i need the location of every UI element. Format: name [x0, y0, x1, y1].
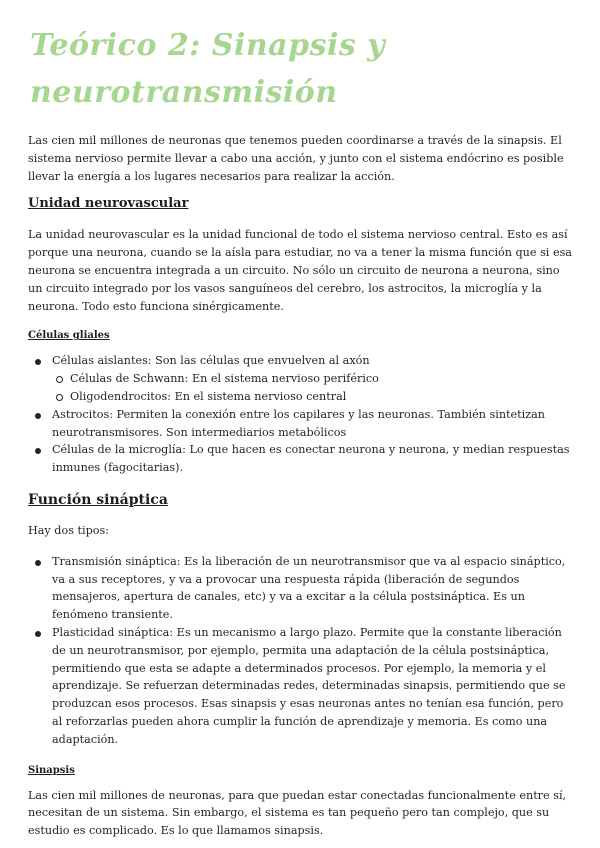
bullet-icon: [35, 631, 41, 637]
hollow-bullet-icon: [56, 376, 63, 383]
heading-unidad-neurovascular: Unidad neurovascular: [28, 196, 189, 212]
hollow-bullet-icon: [56, 394, 63, 401]
bullet-icon: [35, 359, 41, 365]
funcion-intro: Hay dos tipos:: [28, 523, 109, 537]
document-page: [28, 22, 573, 840]
sinapsis-paragraph: Las cien mil millones de neuronas, para que puedan estar conectadas funcionalmente entre sí, necesitan de un sistema. Sin embargo, el sistema es tan pequeño pero tan complejo, que su estudio es complicado. Es lo que llamamos sinapsis.: [28, 788, 567, 838]
intro-paragraph: Las cien mil millones de neuronas que tenemos pueden coordinarse a través de la sinapsis. El sistema nervioso permite llevar a cabo una acción, y junto con el sistema endócrino es posible llevar la energía a los lugares necesarios para realizar la acción.: [28, 134, 564, 183]
heading-sinapsis: Sinapsis: [28, 764, 75, 776]
unidad-paragraph: La unidad neurovascular es la unidad funcional de todo el sistema nervioso central. Esto es así porque una neurona, cuando se la aísla para estudiar, no va a tener la misma función que si esa neurona se encuentra integrada a un circuito. No sólo un circuito de neurona a neurona, sino un circuito integrado por los vasos sanguíneos del cerebro, los astrocitos, la microglía y la neurona. Todo esto funciona sinérgicamente.: [28, 228, 572, 313]
heading-celulas-gliales: Células gliales: [28, 330, 110, 342]
list-item: Transmisión sináptica: Es la liberación de un neurotransmisor que va al espacio sináptico, va a sus receptores, y va a provocar una respuesta rápida (liberación de segundos mensajeros, apertura de canales, etc) y va a excitar a la célula postsináptica. Es un fenómeno transiente.: [28, 553, 573, 624]
bullet-icon: [35, 413, 41, 419]
bullet-icon: [35, 448, 41, 454]
list-item: Plasticidad sináptica: Es un mecanismo a largo plazo. Permite que la constante liberación de un neurotransmisor, por ejemplo, permita una adaptación de la célula postsináptica, permitiendo que esta se adapte a determinados procesos. Por ejemplo, la memoria y el aprendizaje. Se refuerzan determinadas redes, determinadas sinapsis, permitiendo que se produzcan esos procesos. Esas sinapsis y esas neuronas antes no tenían esa función, pero al reforzarlas pueden ahora cumplir la función de aprendizaje y memoria. Es como una adaptación.: [28, 624, 573, 749]
list-item: Oligodendrocitos: En el sistema nervioso central: [28, 388, 573, 406]
funcion-list: [28, 553, 573, 749]
bullet-icon: [35, 560, 41, 566]
page-title: Teórico 2: Sinapsis y neurotransmisión: [30, 28, 386, 110]
list-item: Astrocitos: Permiten la conexión entre los capilares y las neuronas. También sintetizan neurotransmisores. Son intermediarios metabólicos: [28, 406, 573, 442]
gliales-list: [28, 352, 573, 477]
list-item: Células de la microglía: Lo que hacen es conectar neurona y neurona, y median respuestas inmunes (fagocitarias).: [28, 441, 573, 477]
list-item: Células aislantes: Son las células que envuelven al axón: [28, 352, 573, 370]
list-item: Células de Schwann: En el sistema nervioso periférico: [28, 370, 573, 388]
heading-funcion-sinaptica: Función sináptica: [28, 491, 168, 508]
